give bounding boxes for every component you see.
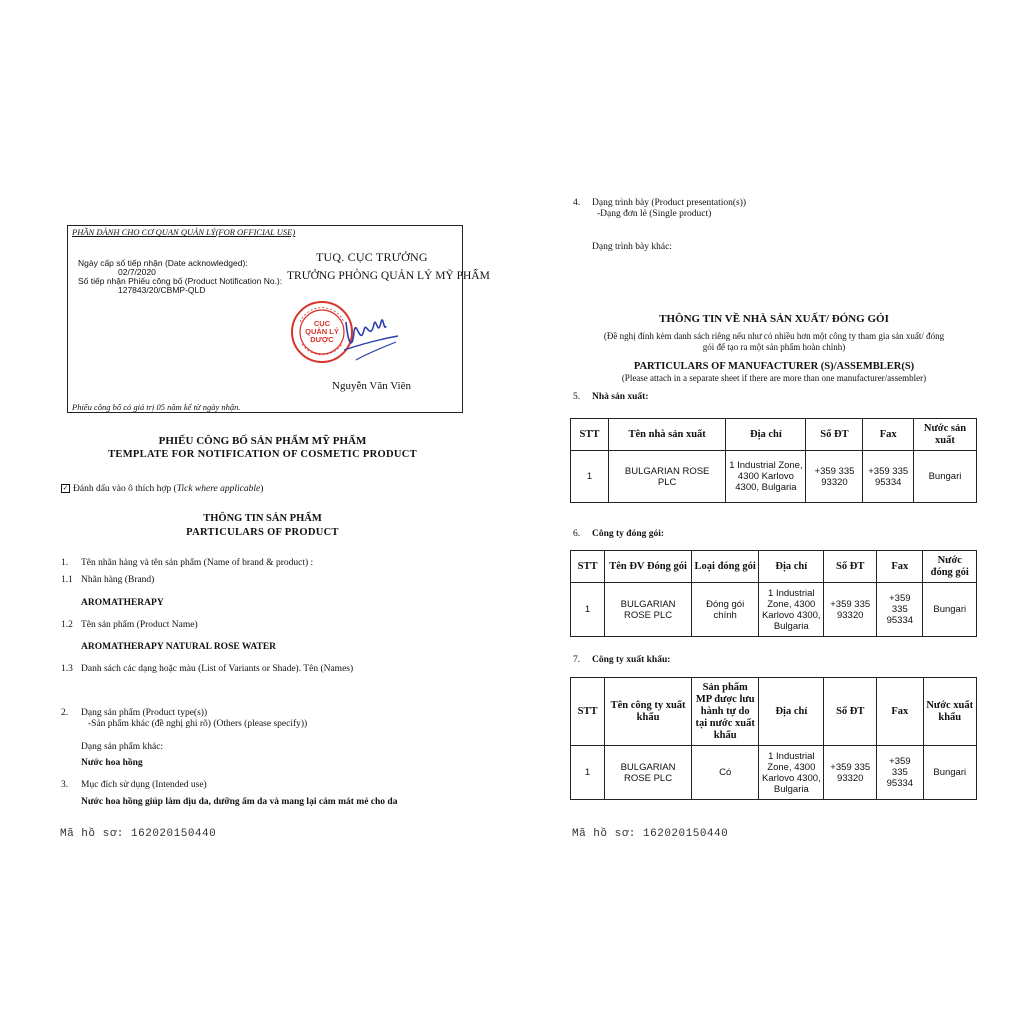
manufacturer-table <box>570 418 977 503</box>
item2-sub: -Sản phẩm khác (đề nghị ghi rõ) (Others (please specify)) <box>88 719 308 729</box>
item4-num: 4. <box>573 198 581 208</box>
dossier-code-left: Mã hồ sơ: 162020150440 <box>60 828 217 840</box>
table-row <box>571 746 977 800</box>
signer-title-1: TUQ. CỤC TRƯỞNG <box>316 250 428 264</box>
table-cell: +359 335 95334 <box>877 583 923 637</box>
table-cell: +359 335 93320 <box>824 746 877 800</box>
table-cell: 1 Industrial Zone, 4300 Karlovo 4300, Bulgaria <box>759 746 824 800</box>
official-header: PHẦN DÀNH CHO CƠ QUAN QUẢN LÝ(FOR OFFICIAL USE) <box>72 227 296 237</box>
form-title-vn: PHIẾU CÔNG BỐ SẢN PHẨM MỸ PHẨM <box>158 435 367 447</box>
checkbox-icon: ✓ <box>62 484 69 493</box>
table-header: STT <box>571 678 605 746</box>
manufacturer-note-vn-2: gói để tạo ra một sản phẩm hoàn chỉnh) <box>702 342 846 352</box>
section-product-en: PARTICULARS OF PRODUCT <box>186 527 339 538</box>
item3-value: Nước hoa hồng giúp làm dịu da, dưỡng ẩm da và mang lại cảm mát mẻ cho da <box>81 797 398 807</box>
table-cell: +359 335 95334 <box>877 746 923 800</box>
manufacturer-note-en: (Please attach in a separate sheet if there are more than one manufacturer/assembler) <box>621 373 927 383</box>
table-cell: Đóng gói chính <box>692 583 759 637</box>
item2-other-label: Dạng sản phẩm khác: <box>81 742 164 752</box>
table-cell: +359 335 93320 <box>806 451 863 503</box>
table-cell: 1 <box>571 746 605 800</box>
official-use-box <box>67 225 490 413</box>
table-cell: Bungari <box>923 583 977 637</box>
table-header: Số ĐT <box>824 678 877 746</box>
table-header: Địa chỉ <box>726 419 806 451</box>
item2-label: Dạng sản phẩm (Product type(s)) <box>81 708 208 718</box>
form-title-en: TEMPLATE FOR NOTIFICATION OF COSMETIC PRODUCT <box>108 449 417 460</box>
item5-num: 5. <box>573 392 581 402</box>
table-cell: 1 <box>571 451 609 503</box>
table-header: Nước đóng gói <box>923 551 977 583</box>
table-header: Fax <box>877 551 923 583</box>
brand-value: AROMATHERAPY <box>81 598 164 608</box>
table-header: Nước xuất khẩu <box>923 678 977 746</box>
table-header: Loại đóng gói <box>692 551 759 583</box>
table-cell: 1 Industrial Zone, 4300 Karlovo 4300, Bulgaria <box>726 451 806 503</box>
table-cell: 1 Industrial Zone, 4300 Karlovo 4300, Bulgaria <box>759 583 824 637</box>
notification-no-label: Số tiếp nhận Phiếu công bố (Product Notification No.): <box>78 276 283 286</box>
signer-title-2: TRƯỞNG PHÒNG QUẢN LÝ MỸ PHẨM <box>287 270 490 282</box>
item4-label: Dạng trình bày (Product presentation(s)) <box>592 198 747 208</box>
table-header: STT <box>571 551 605 583</box>
item11-num: 1.1 <box>61 575 73 585</box>
table-header: Địa chỉ <box>759 551 824 583</box>
signature <box>326 302 406 372</box>
table-header: Sản phẩm MP được lưu hành tự do tại nước xuất khẩu <box>692 678 759 746</box>
item6-label: Công ty đóng gói: <box>592 529 665 539</box>
exporter-table <box>570 677 977 800</box>
item6-num: 6. <box>573 529 581 539</box>
packager-table <box>570 550 977 637</box>
table-header: Nước sản xuất <box>913 419 976 451</box>
table-header: Tên ĐV Đóng gói <box>605 551 692 583</box>
item3-label: Mục đích sử dụng (Intended use) <box>81 780 207 790</box>
stamp-text-1: CỤC <box>313 319 331 328</box>
item1-num: 1. <box>61 558 69 568</box>
table-cell: Bungari <box>923 746 977 800</box>
item2-num: 2. <box>61 708 69 718</box>
table-cell: +359 335 95334 <box>863 451 914 503</box>
item12-num: 1.2 <box>61 620 73 630</box>
table-header: STT <box>571 419 609 451</box>
table-cell: 1 <box>571 583 605 637</box>
item3-num: 3. <box>61 780 69 790</box>
signer-name: Nguyễn Văn Viên <box>332 380 411 392</box>
stamp-text-2: QUẢN LÝ <box>305 327 339 336</box>
table-cell: Có <box>692 746 759 800</box>
item7-num: 7. <box>573 655 581 665</box>
stamp-text-3: DƯỢC <box>310 335 334 344</box>
manufacturer-note-vn-1: (Đề nghị đính kèm danh sách riêng nếu như có nhiều hơn một công ty tham gia sản xuất/ đóng <box>603 331 945 341</box>
tick-instruction: ✓ Đánh dấu vào ô thích hợp (Tick where applicable) <box>62 484 264 494</box>
item2-other-value: Nước hoa hồng <box>81 758 143 768</box>
table-header: Số ĐT <box>806 419 863 451</box>
item13-label: Danh sách các dạng hoặc màu (List of Variants or Shade). Tên (Names) <box>81 664 354 674</box>
table-header: Fax <box>863 419 914 451</box>
manufacturer-title-en: PARTICULARS OF MANUFACTURER (S)/ASSEMBLER(S) <box>633 361 915 372</box>
manufacturer-title-vn: THÔNG TIN VỀ NHÀ SẢN XUẤT/ ĐÓNG GÓI <box>659 313 889 325</box>
table-header: Tên nhà sản xuất <box>608 419 725 451</box>
item7-label: Công ty xuất khẩu: <box>592 655 671 665</box>
table-header: Fax <box>877 678 923 746</box>
table-header: Số ĐT <box>824 551 877 583</box>
date-ack-label: Ngày cấp số tiếp nhận (Date acknowledged): <box>78 258 248 268</box>
product-name-value: AROMATHERAPY NATURAL ROSE WATER <box>81 642 277 652</box>
item5-label: Nhà sản xuất: <box>592 392 649 402</box>
section-product-vn: THÔNG TIN SẢN PHẨM <box>203 513 322 524</box>
date-ack-value: 02/7/2020 <box>118 267 156 277</box>
notification-no-value: 127843/20/CBMP-QLD <box>118 285 206 295</box>
dossier-code-right: Mã hồ sơ: 162020150440 <box>572 828 729 840</box>
item4-other: Dạng trình bày khác: <box>592 242 672 252</box>
item13-num: 1.3 <box>61 664 73 674</box>
item1-label: Tên nhãn hàng và tên sản phẩm (Name of brand & product) : <box>81 558 314 568</box>
item4-sub: -Dạng đơn lẻ (Single product) <box>597 209 712 219</box>
table-row <box>571 451 977 503</box>
table-cell: +359 335 93320 <box>824 583 877 637</box>
table-header: Tên công ty xuất khẩu <box>605 678 692 746</box>
table-cell: Bungari <box>913 451 976 503</box>
item12-label: Tên sản phẩm (Product Name) <box>81 620 198 630</box>
item11-label: Nhãn hàng (Brand) <box>81 575 155 585</box>
table-cell: BULGARIAN ROSE PLC <box>605 746 692 800</box>
table-header: Địa chỉ <box>759 678 824 746</box>
validity-note: Phiếu công bố có giá trị 05 năm kể từ ngày nhận. <box>72 402 241 412</box>
table-cell: BULGARIAN ROSE PLC <box>608 451 725 503</box>
table-cell: BULGARIAN ROSE PLC <box>605 583 692 637</box>
table-row <box>571 583 977 637</box>
